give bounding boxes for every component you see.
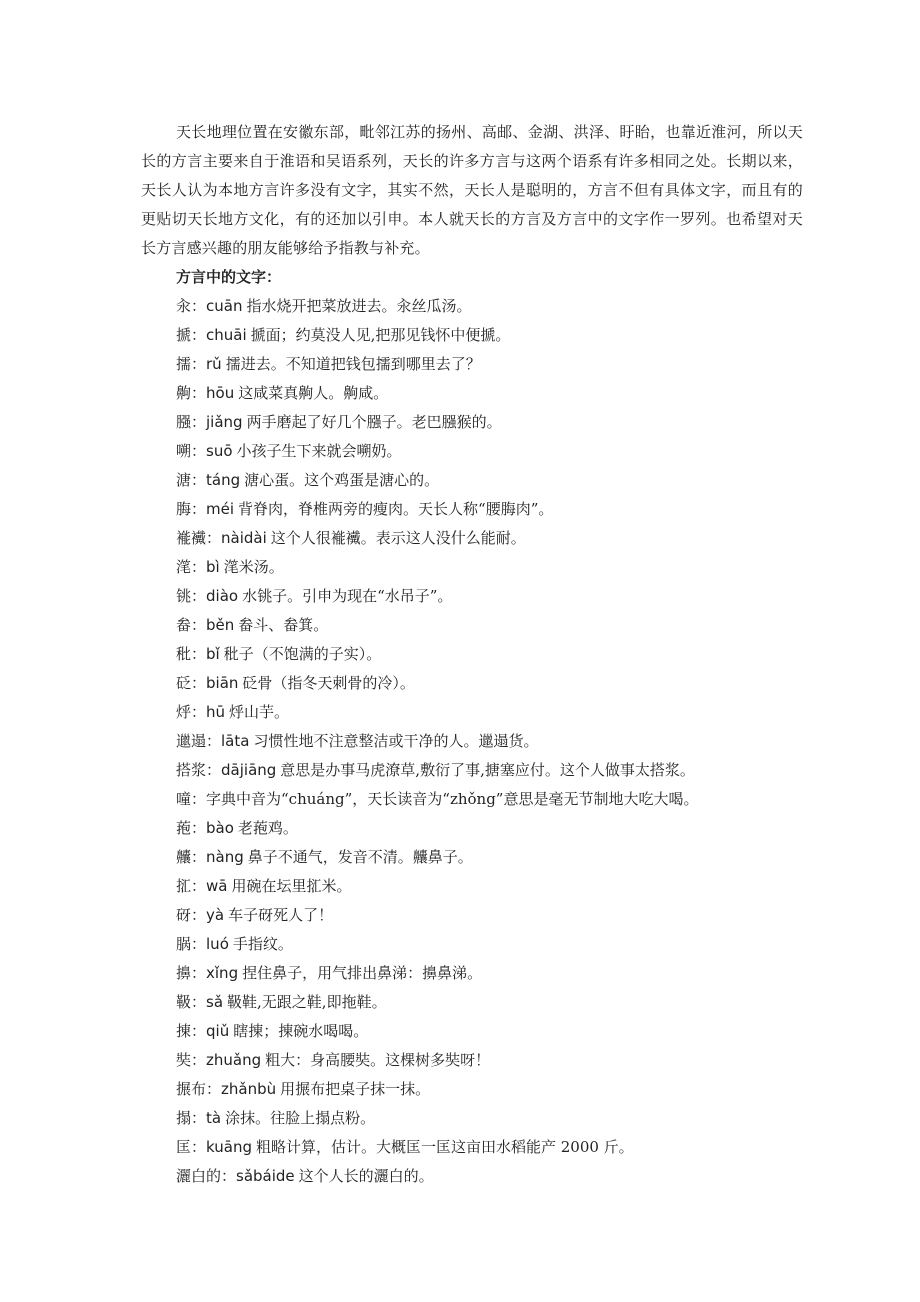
dialect-entry — [176, 901, 816, 930]
entry-character: 齁： — [176, 384, 207, 402]
entry-pinyin: bǐ — [206, 645, 220, 663]
dialect-entry — [176, 611, 816, 640]
entry-character: 褦襶： — [176, 529, 222, 547]
dialect-entry — [176, 524, 816, 553]
entry-pinyin: bào — [206, 819, 234, 837]
dialect-entry — [176, 1104, 816, 1133]
dialect-entry — [176, 408, 816, 437]
entry-pinyin: tà — [206, 1109, 222, 1127]
entry-pinyin: nàng — [206, 848, 244, 866]
dialect-word-list — [176, 292, 816, 1191]
entry-character: 齉： — [176, 848, 207, 866]
dialect-entry — [176, 1133, 816, 1162]
entry-character: 奘： — [176, 1051, 207, 1069]
entry-explanation: 滗米汤。 — [223, 558, 284, 576]
entry-explanation: 涂抹。往脸上搨点粉。 — [225, 1109, 376, 1127]
entry-character: 擤： — [176, 964, 207, 982]
entry-pinyin: cuān — [206, 297, 243, 315]
entry-character: 砑： — [176, 906, 207, 924]
dialect-entry — [176, 466, 816, 495]
dialect-entry — [176, 930, 816, 959]
dialect-entry — [176, 379, 816, 408]
entry-explanation: 习惯性地不注意整洁或干净的人。邋遢货。 — [253, 732, 539, 750]
entry-pinyin: kuāng — [206, 1138, 252, 1156]
dialect-entry — [176, 1162, 816, 1191]
entry-character: 㧟： — [176, 877, 207, 895]
dialect-entry — [176, 553, 816, 582]
entry-pinyin: hōu — [206, 384, 235, 402]
entry-explanation: 小孩子生下来就会嗍奶。 — [236, 442, 402, 460]
entry-pinyin: lāta — [221, 732, 250, 750]
entry-character: 菢： — [176, 819, 207, 837]
entry-character: 搭浆： — [176, 761, 222, 779]
entry-explanation: 字典中音为“chuáng”，天长读音为“zhǒng”意思是毫无节制地大吃大喝。 — [206, 790, 699, 808]
entry-pinyin: luó — [206, 935, 229, 953]
section-heading: 方言中的文字： — [176, 268, 282, 286]
entry-explanation: 秕子（不饱满的子实）。 — [223, 645, 382, 663]
dialect-entry — [176, 1046, 816, 1075]
entry-pinyin: qiǔ — [206, 1022, 230, 1040]
entry-pinyin: jiǎng — [206, 413, 243, 431]
dialect-entry — [176, 640, 816, 669]
entry-character: 擩： — [176, 355, 207, 373]
entry-explanation: 两手磨起了好几个膙子。老巴膙猴的。 — [246, 413, 502, 431]
entry-pinyin: nàidài — [221, 529, 267, 547]
dialect-entry — [176, 872, 816, 901]
entry-explanation: 畚斗、畚箕。 — [238, 616, 329, 634]
entry-character: 噇： — [176, 790, 207, 808]
entry-character: 滗： — [176, 558, 207, 576]
entry-explanation: 砭骨（指冬天刺骨的冷）。 — [242, 674, 415, 692]
dialect-entry — [176, 292, 816, 321]
intro-paragraph: 天长地理位置在安徽东部，毗邻江苏的扬州、高邮、金湖、洪泽、盱眙，也靠近淮河，所以天长的方言主要来自于淮语和吴语系列，天长的许多方言与这两个语系有许多相同之处。长期以来，天长人认为本地方言许多没有文字，其实不然，天长人是聪明的，方言不但有具体文字，而且有的更贴切天长地方文化，有的还加以引申。本人就天长的方言及方言中的文字作一罗列。也希望对天长方言感兴趣的朋友能够给予指教与补充。 — [141, 123, 803, 257]
entry-character: 搨： — [176, 1109, 207, 1127]
entry-character: 溏： — [176, 471, 207, 489]
entry-character: 嗍： — [176, 442, 207, 460]
dialect-entry — [176, 959, 816, 988]
entry-character: 㨂： — [176, 1022, 207, 1040]
entry-pinyin: sǎ — [206, 993, 224, 1011]
entry-explanation: 粗大：身高腰奘。这棵树多奘呀！ — [265, 1051, 491, 1069]
entry-pinyin: dājiāng — [221, 761, 277, 779]
entry-character: 邋遢： — [176, 732, 222, 750]
dialect-entry — [176, 1075, 816, 1104]
entry-pinyin: zhǎnbù — [221, 1080, 277, 1098]
entry-explanation: 擩进去。不知道把钱包擩到哪里去了？ — [225, 355, 481, 373]
entry-character: 灑白的： — [176, 1167, 237, 1185]
dialect-entry — [176, 669, 816, 698]
entry-pinyin: xǐng — [206, 964, 239, 982]
entry-explanation: 这个人长的灑白的。 — [298, 1167, 434, 1185]
entry-character: 脶： — [176, 935, 207, 953]
entry-explanation: 烀山芋。 — [229, 703, 290, 721]
entry-pinyin: hū — [206, 703, 226, 721]
entry-explanation: 意思是办事马虎潦草,敷衍了事,搪塞应付。这个人做事太搭浆。 — [280, 761, 695, 779]
entry-character: 匡： — [176, 1138, 207, 1156]
entry-explanation: 瞎㨂；㨂碗水喝喝。 — [233, 1022, 369, 1040]
dialect-entry — [176, 785, 816, 814]
entry-character: 烀： — [176, 703, 207, 721]
entry-explanation: 鼻子不通气，发音不清。齉鼻子。 — [247, 848, 473, 866]
entry-character: 搋： — [176, 326, 207, 344]
entry-pinyin: wā — [206, 877, 228, 895]
entry-pinyin: sǎbáide — [236, 1167, 295, 1185]
entry-character: 汆： — [176, 297, 207, 315]
entry-pinyin: chuāi — [206, 326, 247, 344]
dialect-entry — [176, 582, 816, 611]
entry-explanation: 粗略计算，估计。大概匡一匡这亩田水稻能产 2000 斤。 — [255, 1138, 634, 1156]
entry-character: 秕： — [176, 645, 207, 663]
entry-explanation: 背脊肉，脊椎两旁的瘦肉。天长人称“腰脢肉”。 — [238, 500, 554, 518]
dialect-entry — [176, 988, 816, 1017]
entry-character: 膙： — [176, 413, 207, 431]
entry-explanation: 靸鞋,无跟之鞋,即拖鞋。 — [227, 993, 387, 1011]
entry-pinyin: biān — [206, 674, 239, 692]
dialect-entry — [176, 698, 816, 727]
dialect-entry — [176, 756, 816, 785]
dialect-entry — [176, 843, 816, 872]
entry-character: 铫： — [176, 587, 207, 605]
entry-explanation: 指水烧开把菜放进去。汆丝瓜汤。 — [246, 297, 472, 315]
dialect-entry — [176, 814, 816, 843]
entry-explanation: 老菢鸡。 — [237, 819, 298, 837]
entry-explanation: 捏住鼻子，用气排出鼻涕：擤鼻涕。 — [242, 964, 483, 982]
entry-character: 脢： — [176, 500, 207, 518]
entry-pinyin: diào — [206, 587, 239, 605]
entry-explanation: 搋面；约莫没人见,把那见钱怀中便搋。 — [250, 326, 511, 344]
entry-explanation: 溏心蛋。这个鸡蛋是溏心的。 — [244, 471, 440, 489]
entry-character: 砭： — [176, 674, 207, 692]
entry-pinyin: yà — [206, 906, 225, 924]
entry-explanation: 用搌布把桌子抹一抹。 — [280, 1080, 431, 1098]
entry-pinyin: táng — [206, 471, 241, 489]
entry-explanation: 手指纹。 — [232, 935, 293, 953]
dialect-entry — [176, 321, 816, 350]
dialect-entry — [176, 350, 816, 379]
dialect-entry — [176, 495, 816, 524]
entry-character: 搌布： — [176, 1080, 222, 1098]
entry-explanation: 这咸菜真齁人。齁咸。 — [238, 384, 389, 402]
entry-character: 畚： — [176, 616, 207, 634]
entry-character: 靸： — [176, 993, 207, 1011]
entry-explanation: 水铫子。引申为现在“水吊子”。 — [242, 587, 453, 605]
entry-pinyin: rǔ — [206, 355, 222, 373]
entry-pinyin: méi — [206, 500, 235, 518]
entry-explanation: 车子砑死人了！ — [228, 906, 334, 924]
dialect-entry — [176, 1017, 816, 1046]
entry-pinyin: suō — [206, 442, 233, 460]
dialect-entry — [176, 437, 816, 466]
entry-explanation: 这个人很褦襶。表示这人没什么能耐。 — [270, 529, 526, 547]
entry-pinyin: běn — [206, 616, 235, 634]
entry-explanation: 用碗在坛里㧟米。 — [231, 877, 352, 895]
entry-pinyin: zhuǎng — [206, 1051, 262, 1069]
entry-pinyin: bì — [206, 558, 220, 576]
dialect-entry — [176, 727, 816, 756]
